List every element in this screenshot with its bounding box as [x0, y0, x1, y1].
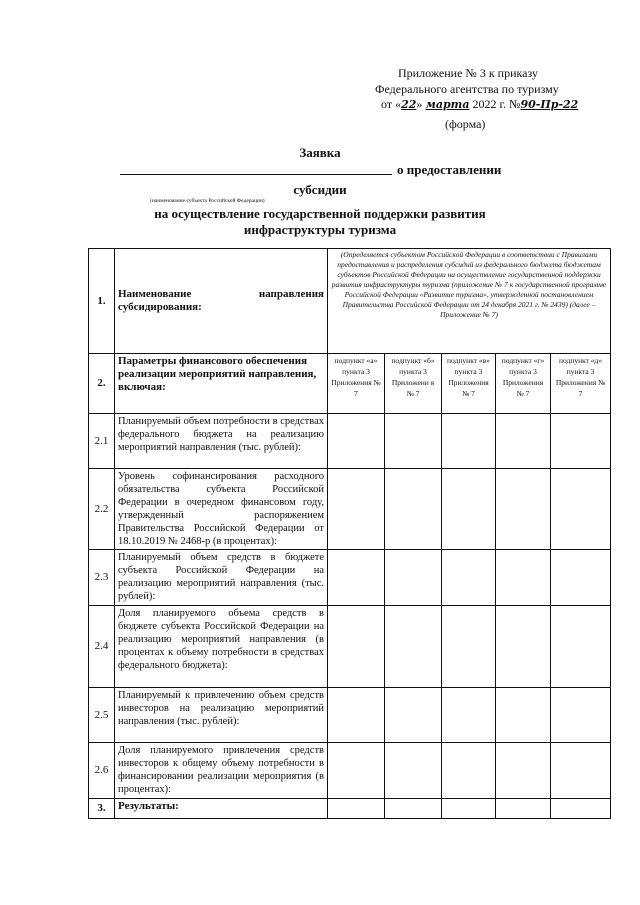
row-number: 2. [89, 354, 115, 414]
value-cell[interactable] [328, 688, 385, 743]
value-cell[interactable] [551, 799, 611, 819]
table-row [89, 743, 611, 799]
value-cell[interactable] [496, 469, 551, 550]
value-cell[interactable] [551, 469, 611, 550]
row-number: 2.6 [89, 743, 115, 799]
value-cell[interactable] [442, 414, 496, 469]
value-cell[interactable] [496, 414, 551, 469]
row-number: 2.5 [89, 688, 115, 743]
agency-line: Федерального агентства по туризму [375, 82, 559, 96]
row-label: Планируемый к привлечению объем средств инвесторов на реализацию мероприятий направления (тыс. рублей): [115, 688, 328, 743]
row-number: 1. [89, 249, 115, 354]
value-cell[interactable] [496, 688, 551, 743]
title-line4: на осуществление государственной поддержки развития [154, 206, 486, 221]
value-cell[interactable] [442, 688, 496, 743]
value-cell[interactable] [385, 799, 442, 819]
value-cell[interactable] [385, 688, 442, 743]
row-label: Доля планируемого объема средств в бюджете субъекта Российской Федерации на реализацию мероприятий направления (в процентах к объему потребности в средствах федерального бюджета): [115, 606, 328, 688]
table-row [89, 354, 611, 414]
date-mid: » [416, 97, 423, 111]
row-number: 2.2 [89, 469, 115, 550]
value-cell[interactable] [385, 414, 442, 469]
date-day: 22 [401, 98, 417, 111]
value-cell[interactable] [328, 743, 385, 799]
application-table [88, 248, 611, 819]
row-number: 2.1 [89, 414, 115, 469]
subject-blank-line [120, 174, 392, 175]
value-cell[interactable] [328, 799, 385, 819]
value-cell[interactable] [385, 550, 442, 606]
title-subsidii: субсидии [293, 182, 347, 197]
value-cell[interactable] [442, 743, 496, 799]
title-zayavka: Заявка [299, 145, 341, 160]
row-label: Доля планируемого привлечения средств инвесторов к общему объему потребности в финансировании реализации мероприятия (в процентах): [115, 743, 328, 799]
row-number: 2.3 [89, 550, 115, 606]
value-cell[interactable] [496, 743, 551, 799]
row-label: Параметры финансового обеспечения реализации мероприятий направления, включая: [115, 354, 328, 414]
value-cell[interactable] [496, 606, 551, 688]
title-line5: инфраструктуры туризма [243, 222, 397, 237]
table-row [89, 469, 611, 550]
row-label: Результаты: [115, 799, 328, 819]
table-row [89, 414, 611, 469]
subcol-header: подпункт «г» пункта 3 Приложения № 7 [496, 354, 551, 414]
subject-name-note: (наименование субъекта Российской Федерации) [150, 198, 265, 204]
table-row [89, 606, 611, 688]
table-row [89, 550, 611, 606]
row-label: Планируемый объем средств в бюджете субъекта Российской Федерации на реализацию мероприятий направления (тыс. рублей): [115, 550, 328, 606]
form-label: (форма) [445, 117, 486, 131]
value-cell[interactable] [385, 606, 442, 688]
row-label: Наименование направления субсидирования: [115, 249, 328, 354]
value-cell[interactable] [442, 550, 496, 606]
value-cell[interactable] [551, 743, 611, 799]
row-number: 2.4 [89, 606, 115, 688]
value-cell[interactable] [551, 688, 611, 743]
value-cell[interactable] [385, 469, 442, 550]
value-cell[interactable] [328, 414, 385, 469]
table-row [89, 249, 611, 354]
value-cell[interactable] [328, 606, 385, 688]
value-cell[interactable] [328, 550, 385, 606]
value-cell[interactable] [442, 799, 496, 819]
value-cell[interactable] [496, 799, 551, 819]
date-year: 2022 г. № [472, 97, 521, 111]
subcol-header: подпункт «д» пункта 3 Приложения № 7 [551, 354, 611, 414]
value-cell[interactable] [442, 606, 496, 688]
value-cell[interactable] [551, 414, 611, 469]
value-cell[interactable] [551, 606, 611, 688]
table-row [89, 688, 611, 743]
value-cell[interactable] [551, 550, 611, 606]
table-row [89, 799, 611, 819]
subcol-header: подпункт «б» пункта 3 Приложени я № 7 [385, 354, 442, 414]
row-label: Уровень софинансирования расходного обязательства субъекта Российской Федерации в очередном финансовом году, утвержденный распоряжением Правительства Российской Федерации от 18.10.2019 № 2468-р (в процентах): [115, 469, 328, 550]
order-number: 90-Пр-22 [520, 98, 579, 111]
title-line2: о предоставлении [397, 162, 502, 177]
date-month: марта [425, 98, 470, 111]
value-cell[interactable] [442, 469, 496, 550]
row-number: 3. [89, 799, 115, 819]
subcol-header: подпункт «в» пункта 3 Приложения № 7 [442, 354, 496, 414]
row-label: Планируемый объем потребности в средствах федерального бюджета на реализацию мероприятий направления (тыс. рублей): [115, 414, 328, 469]
order-date-line [381, 97, 578, 112]
subcol-header: подпункт «а» пункта 3 Приложения № 7 [328, 354, 385, 414]
value-cell[interactable] [328, 469, 385, 550]
direction-note: (Определяется субъектом Российской Федерации в соответствии с Правилами предоставления и распределения субсидий из федерального бюджета бюджетам субъектов Российской Федерации на осуществление государственной поддержки развития инфраструктуры туризма (приложение № 7 к государственной программе Российской Федерации «Развитие туризма», утвержденной постановлением Правительства Российской Федерации от 24 декабря 2021 г. № 2439) (далее – Приложение № 7) [328, 249, 611, 354]
value-cell[interactable] [496, 550, 551, 606]
value-cell[interactable] [385, 743, 442, 799]
date-prefix: от « [381, 97, 402, 111]
appendix-line: Приложение № 3 к приказу [398, 66, 538, 80]
